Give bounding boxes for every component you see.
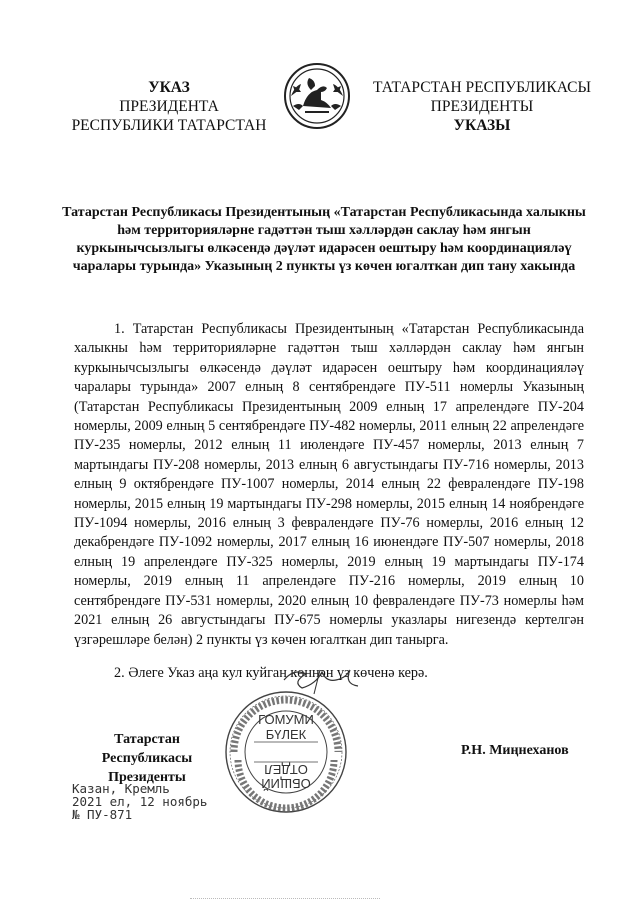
footer-number: № ПУ-871 [72, 807, 133, 822]
header-left-line3: РЕСПУБЛИКИ ТАТАРСТАН [71, 117, 267, 134]
signatory-name: Р.Н. Миңнеханов [461, 743, 569, 758]
signatory-position [72, 730, 222, 787]
stamp-line3: ОТДЕЛ [264, 762, 308, 777]
round-seal-stamp-icon [220, 688, 352, 816]
footer-place: Казан, Кремль [72, 781, 170, 796]
header-right-line1: ТАТАРСТАН РЕСПУБЛИКАСЫ [373, 79, 591, 96]
tatarstan-coat-of-arms-icon [283, 62, 351, 130]
document-title: Татарстан Республикасы Президентының «Татарстан Республикасында халыкны һәм территорияләрне гадәттән тыш хәлләрдән саклау һәм янгын куркынычсызлыгы өлкәсендә дәүләт идарәсен оештыру һәм координацияләү чаралары турында» Указының 2 пункты үз көчен югалткан дип тану хакында [62, 205, 586, 274]
header-left [40, 78, 298, 135]
signatory-position-line2: Президенты [108, 770, 186, 785]
stamp-line4: ОБЩИЙ [261, 776, 311, 791]
bottom-divider [190, 898, 380, 903]
stamp-line2: БҮЛЕК [265, 727, 307, 742]
footer-date: 2021 ел, 12 ноябрь [72, 794, 208, 809]
header-left-line1: УКАЗ [148, 79, 190, 96]
document-footer [72, 782, 207, 821]
header-right [352, 78, 612, 135]
stamp-line1: ГОМУМИ [258, 712, 314, 727]
document-body [74, 320, 584, 650]
header-left-line2: ПРЕЗИДЕНТА [119, 98, 219, 115]
paragraph-2: 2. Әлеге Указ аңа кул куйган көннән үз көченә керә. [114, 665, 428, 681]
header-right-line3: УКАЗЫ [453, 117, 511, 134]
header-right-line2: ПРЕЗИДЕНТЫ [430, 98, 534, 115]
signatory-position-line1: Татарстан Республикасы [101, 732, 193, 766]
paragraph-1: 1. Татарстан Республикасы Президентының «Татарстан Республикасында халыкны һәм территорияләрне гадәттән тыш хәлләрдән саклау һәм янгын куркынычсызлыгы өлкәсендә дәүләт идарәсен оештыру һәм координацияләү чаралары турында» 2007 елның 8 сентябрендәге ПУ-511 номерлы Указының (Татарстан Республикасы Президентының 2009 елның 17 апрелендәге ПУ-204 номерлы, 2009 елның 5 сентябрендәге ПУ-482 номерлы, 2011 елның 22 апрелендәге ПУ-235 номерлы, 2012 елның 11 июлендәге ПУ-457 номерлы, 2013 елның 7 мартындагы ПУ-208 номерлы, 2013 елның 6 августындагы ПУ-716 номерлы, 2013 елның 9 октябрендәге ПУ-1007 номерлы, 2014 елның 22 февралендәге ПУ-198 номерлы, 2015 елның 19 мартындагы ПУ-298 номерлы, 2015 елның 14 ноябрендәге ПУ-1094 номерлы, 2016 елның 3 февралендәге ПУ-76 номерлы, 2016 елның 12 декабрендәге ПУ-1092 номерлы, 2017 елның 16 июнендәге ПУ-507 номерлы, 2018 елның 19 апрелендәге ПУ-325 номерлы, 2019 елның 19 мартындагы ПУ-174 номерлы, 2019 елның 11 апрелендәге ПУ-216 номерлы, 2019 елның 10 сентябрендәге ПУ-531 номерлы, 2020 елның 10 февралендәге ПУ-73 номерлы һәм 2021 елның 26 августындагы ПУ-675 номерлы указлары нигезендә кертелгән үзгәрешләре белән) 2 пункты үз көчен югалткан дип танырга. [74, 321, 584, 648]
